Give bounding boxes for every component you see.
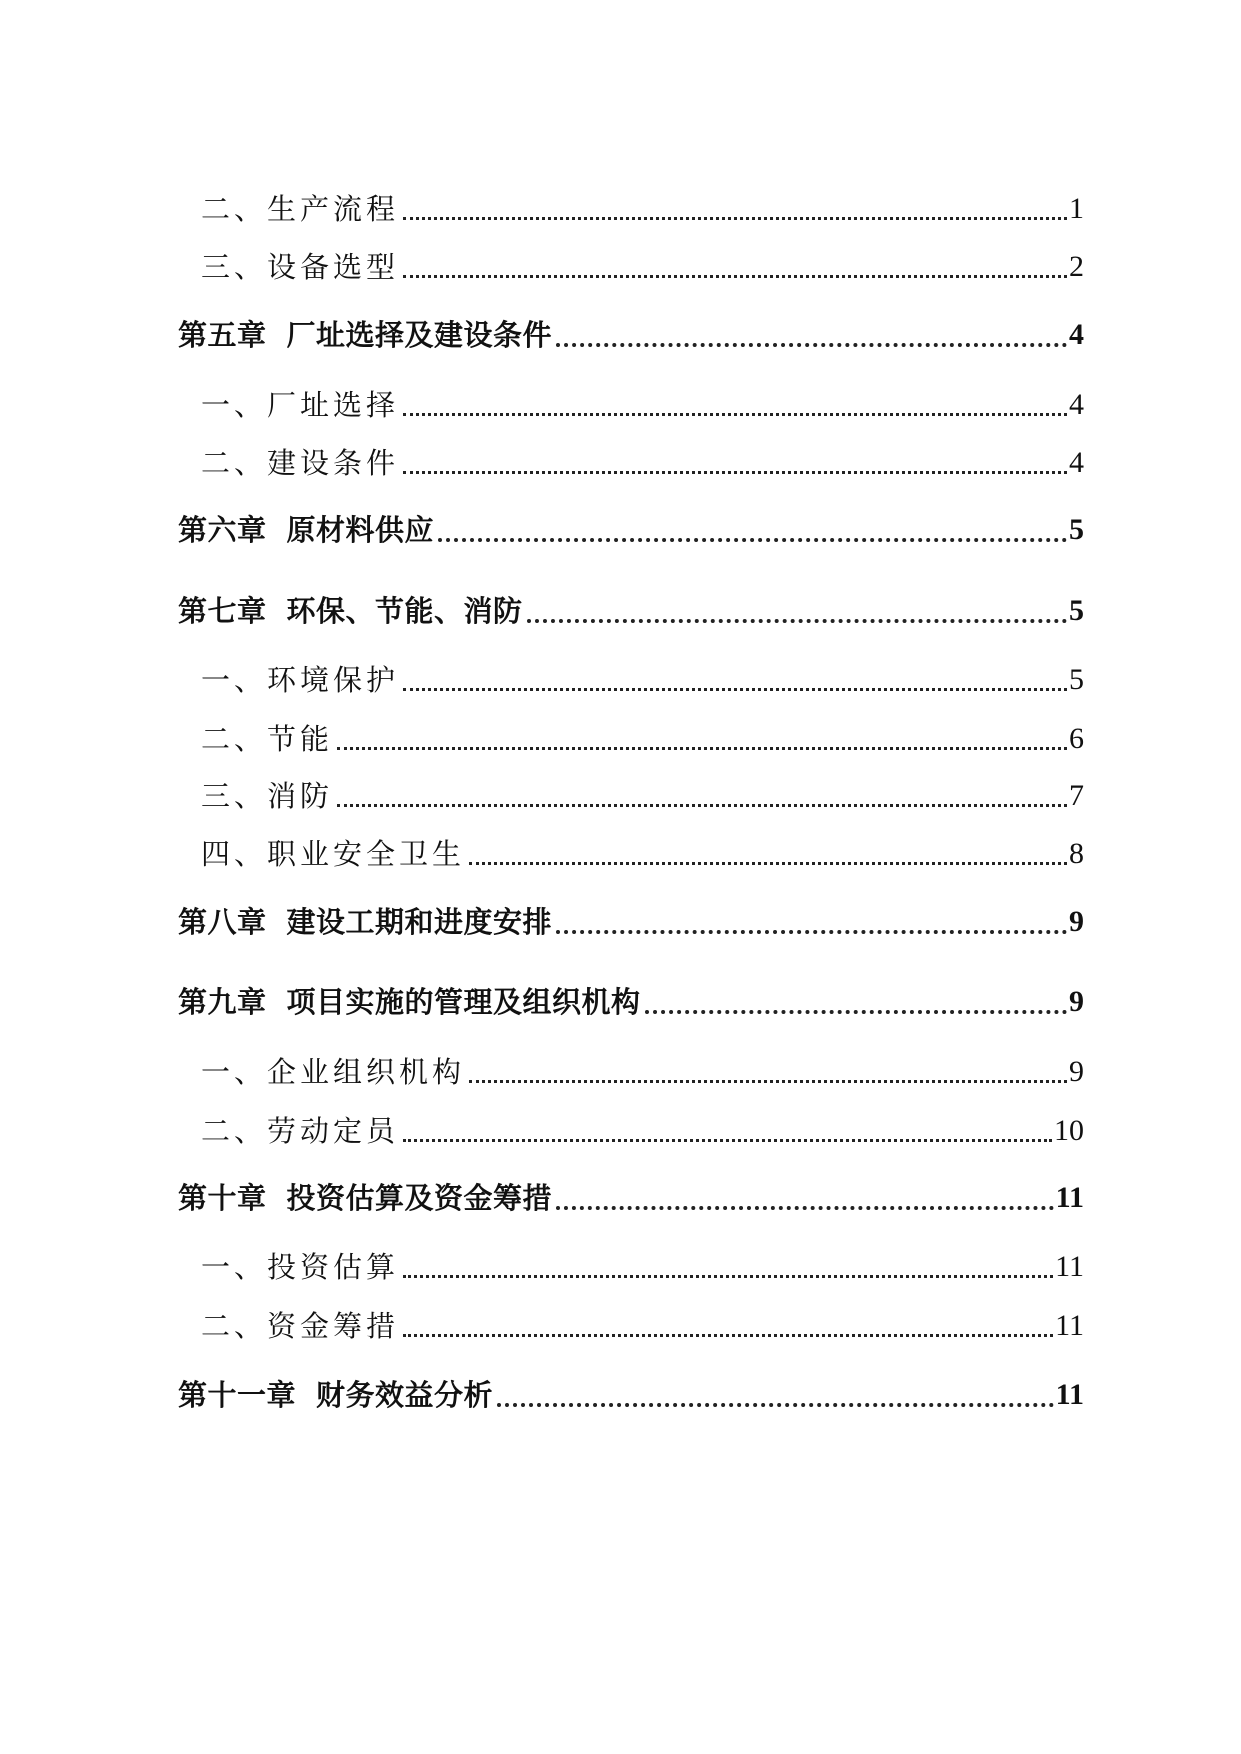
toc-chapter-entry[interactable] (178, 978, 1084, 1022)
toc-entry[interactable] (178, 185, 1084, 229)
toc-entry-page: 4 (1069, 446, 1084, 479)
toc-chapter-title: 原材料供应 (286, 513, 435, 547)
toc-entry-number: 一、 (201, 1055, 268, 1089)
toc-entry[interactable] (178, 1107, 1084, 1151)
toc-entry-number: 二、 (201, 722, 268, 756)
toc-entry[interactable] (178, 439, 1084, 483)
toc-leader-dots (403, 1139, 1052, 1142)
toc-entry-page: 11 (1055, 1309, 1084, 1342)
toc-entry-page: 8 (1069, 837, 1084, 870)
toc-entry[interactable] (178, 381, 1084, 425)
toc-leader-dots (645, 1010, 1067, 1014)
toc-entry-title: 建设条件 (267, 446, 400, 480)
toc-chapter-title: 建设工期和进度安排 (286, 905, 553, 939)
toc-leader-dots (337, 747, 1067, 750)
toc-chapter-number: 第十章 (178, 1181, 267, 1215)
toc-entry[interactable] (178, 243, 1084, 287)
toc-entry-title: 环境保护 (267, 663, 400, 697)
toc-entry[interactable] (178, 1243, 1084, 1287)
toc-entry[interactable] (178, 1302, 1084, 1346)
toc-chapter-title: 投资估算及资金筹措 (286, 1181, 553, 1215)
toc-chapter-title: 财务效益分析 (316, 1378, 494, 1412)
toc-leader-dots (469, 862, 1067, 865)
toc-entry-title: 消防 (267, 779, 334, 813)
toc-entry-number: 四、 (201, 837, 268, 871)
toc-entry-title: 企业组织机构 (267, 1055, 466, 1089)
toc-entry-title: 投资估算 (267, 1250, 400, 1284)
toc-entry[interactable] (178, 656, 1084, 700)
toc-entry[interactable] (178, 1048, 1084, 1092)
toc-entry-title: 职业安全卫生 (267, 837, 466, 871)
toc-leader-dots (337, 804, 1067, 807)
toc-entry-title: 生产流程 (267, 192, 400, 226)
toc-chapter-number: 第九章 (178, 985, 267, 1019)
toc-chapter-title: 项目实施的管理及组织机构 (286, 985, 641, 1019)
toc-entry-number: 二、 (201, 446, 268, 480)
toc-leader-dots (403, 688, 1067, 691)
toc-leader-dots (556, 343, 1067, 347)
toc-leader-dots (403, 413, 1067, 416)
toc-chapter-page: 11 (1055, 1378, 1084, 1411)
toc-chapter-number: 第七章 (178, 594, 267, 628)
toc-chapter-title: 厂址选择及建设条件 (286, 318, 553, 352)
toc-chapter-number: 第八章 (178, 905, 267, 939)
toc-chapter-page: 5 (1069, 513, 1084, 546)
toc-entry-number: 一、 (201, 1250, 268, 1284)
toc-entry-title: 劳动定员 (267, 1114, 400, 1148)
toc-entry[interactable] (178, 715, 1084, 759)
toc-entry-title: 厂址选择 (267, 388, 400, 422)
toc-entry-page: 11 (1055, 1250, 1084, 1283)
toc-entry-page: 10 (1054, 1114, 1084, 1147)
toc-entry-number: 一、 (201, 388, 268, 422)
toc-chapter-entry[interactable] (178, 587, 1084, 631)
toc-entry-number: 二、 (201, 192, 268, 226)
toc-entry[interactable] (178, 772, 1084, 816)
toc-entry-number: 三、 (201, 779, 268, 813)
toc-leader-dots (438, 538, 1067, 542)
toc-entry-page: 4 (1069, 388, 1084, 421)
toc-chapter-entry[interactable] (178, 311, 1084, 355)
toc-leader-dots (556, 1206, 1054, 1210)
toc-leader-dots (497, 1403, 1054, 1407)
toc-leader-dots (469, 1080, 1067, 1083)
toc-chapter-number: 第五章 (178, 318, 267, 352)
toc-entry-number: 三、 (201, 250, 268, 284)
toc-entry-page: 2 (1069, 250, 1084, 283)
toc-chapter-page: 4 (1069, 318, 1084, 351)
toc-leader-dots (527, 619, 1067, 623)
toc-chapter-entry[interactable] (178, 506, 1084, 550)
toc-chapter-number: 第六章 (178, 513, 267, 547)
toc-chapter-page: 5 (1069, 594, 1084, 627)
toc-entry-number: 一、 (201, 663, 268, 697)
toc-leader-dots (556, 930, 1067, 934)
toc-leader-dots (403, 1334, 1053, 1337)
toc-leader-dots (403, 1275, 1053, 1278)
toc-entry-page: 1 (1069, 192, 1084, 225)
toc-chapter-page: 9 (1069, 985, 1084, 1018)
toc-entry-number: 二、 (201, 1114, 268, 1148)
toc-entry-page: 6 (1069, 722, 1084, 755)
toc-chapter-entry[interactable] (178, 898, 1084, 942)
toc-chapter-entry[interactable] (178, 1174, 1084, 1218)
toc-entry[interactable] (178, 830, 1084, 874)
toc-entry-page: 9 (1069, 1055, 1084, 1088)
toc-chapter-entry[interactable] (178, 1371, 1084, 1415)
toc-leader-dots (403, 471, 1067, 474)
toc-entry-title: 设备选型 (267, 250, 400, 284)
toc-chapter-page: 9 (1069, 905, 1084, 938)
toc-entry-page: 7 (1069, 779, 1084, 812)
toc-leader-dots (403, 275, 1067, 278)
toc-entry-title: 资金筹措 (267, 1309, 400, 1343)
toc-chapter-title: 环保、节能、消防 (286, 594, 523, 628)
toc-leader-dots (403, 217, 1067, 220)
toc-entry-page: 5 (1069, 663, 1084, 696)
toc-chapter-page: 11 (1055, 1181, 1084, 1214)
toc-chapter-number: 第十一章 (178, 1378, 297, 1412)
toc-entry-title: 节能 (267, 722, 334, 756)
toc-entry-number: 二、 (201, 1309, 268, 1343)
